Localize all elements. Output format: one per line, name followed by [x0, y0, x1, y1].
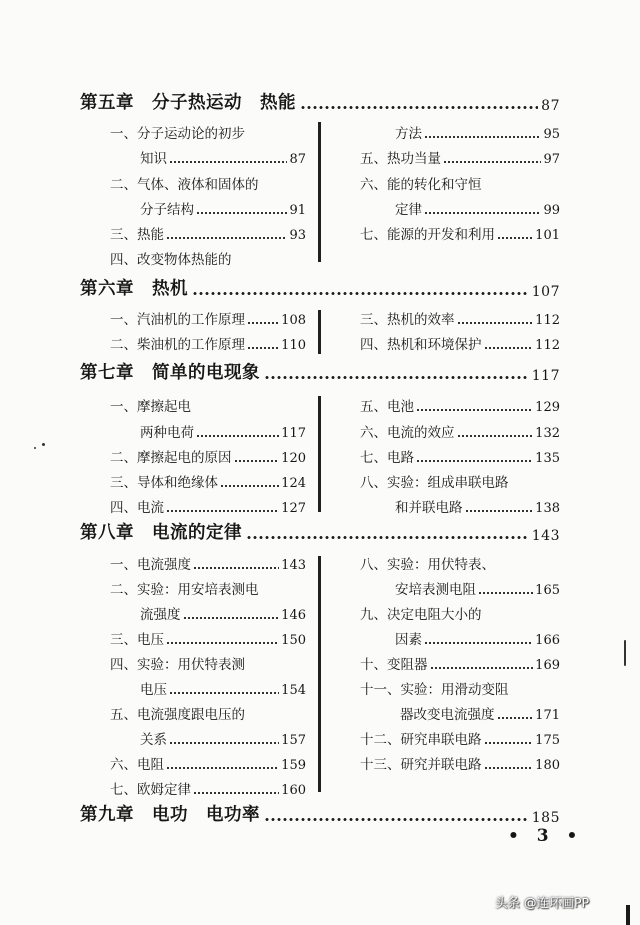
entry-page: 110	[281, 338, 306, 353]
entry-text: 十二、研究串联电路	[360, 732, 482, 748]
scan-speck	[42, 443, 45, 446]
entry-page: 97	[543, 152, 560, 167]
leader-dots	[183, 617, 280, 619]
entry-page: 93	[289, 228, 306, 243]
leader-dots	[497, 717, 534, 719]
leader-dots	[424, 136, 541, 138]
toc-entry[interactable]	[110, 171, 306, 193]
leader-dots	[300, 106, 538, 109]
entry-page: 138	[535, 501, 560, 516]
page-number: • 3 •	[508, 826, 584, 846]
chapter-title: 第七章 简单的电现象	[80, 363, 260, 383]
entry-text: 八、实验：用伏特表、	[360, 557, 495, 573]
leader-dots	[192, 292, 529, 295]
entry-text: 五、电池	[360, 399, 414, 415]
toc-entry[interactable]	[110, 626, 306, 648]
chapter-title: 第六章 热机	[80, 279, 188, 299]
leader-dots	[484, 742, 534, 744]
leader-dots	[264, 376, 529, 379]
leader-dots	[484, 347, 534, 349]
leader-dots	[166, 510, 279, 512]
leader-dots	[246, 536, 529, 539]
toc-entry[interactable]	[140, 196, 306, 218]
toc-entry[interactable]	[110, 306, 306, 328]
toc-entry[interactable]	[360, 551, 560, 573]
leader-dots	[484, 767, 534, 769]
entry-page: 99	[543, 203, 560, 218]
entry-text: 和并联电路	[395, 500, 463, 516]
toc-entry[interactable]	[110, 551, 306, 573]
chapter-5-heading[interactable]	[80, 88, 560, 114]
toc-entry[interactable]	[360, 751, 560, 773]
toc-entry[interactable]	[110, 444, 306, 466]
toc-entry[interactable]	[360, 601, 560, 623]
entry-text: 五、电流强度跟电压的	[110, 707, 245, 723]
leader-dots	[220, 485, 279, 487]
entry-text: 二、气体、液体和固体的	[110, 177, 259, 193]
leader-dots	[424, 212, 541, 214]
toc-entry[interactable]	[110, 776, 306, 798]
leader-dots	[416, 409, 533, 411]
entry-text: 定律	[395, 202, 422, 218]
entry-text: 流强度	[140, 607, 181, 623]
column-divider	[318, 122, 321, 262]
toc-entry[interactable]	[395, 196, 560, 218]
toc-entry[interactable]	[360, 393, 560, 415]
watermark: 头条 @连环画PP	[495, 895, 590, 910]
entry-text: 三、电压	[110, 632, 164, 648]
entry-text: 安培表测电阻	[395, 582, 476, 598]
leader-dots	[457, 322, 534, 324]
entry-text: 六、能的转化和守恒	[360, 177, 482, 193]
toc-entry[interactable]	[360, 444, 560, 466]
entry-text: 分子结构	[140, 202, 194, 218]
toc-entry[interactable]	[395, 120, 560, 142]
entry-text: 六、电流的效应	[360, 425, 455, 441]
entry-page: 135	[535, 451, 560, 466]
toc-entry[interactable]	[110, 494, 306, 516]
entry-text: 十、变阻器	[360, 657, 428, 673]
entry-page: 112	[535, 313, 560, 328]
entry-page: 146	[281, 608, 306, 623]
toc-entry[interactable]	[140, 145, 306, 167]
entry-page: 95	[543, 127, 560, 142]
toc-entry[interactable]	[110, 751, 306, 773]
leader-dots	[247, 322, 279, 324]
leader-dots	[169, 161, 287, 163]
chapter-title: 第九章 电功 电功率	[80, 805, 260, 825]
entry-page: 175	[535, 733, 560, 748]
leader-dots	[196, 212, 287, 214]
entry-text: 六、电阻	[110, 757, 164, 773]
chapter-page: 87	[541, 98, 560, 114]
entry-text: 九、决定电阻大小的	[360, 607, 482, 623]
entry-text: 十三、研究并联电路	[360, 757, 482, 773]
entry-text: 四、热机和环境保护	[360, 337, 482, 353]
entry-page: 160	[281, 783, 306, 798]
scan-mark	[624, 640, 626, 666]
entry-text: 七、能源的开发和利用	[360, 227, 495, 243]
toc-entry[interactable]	[110, 651, 306, 673]
entry-text: 四、改变物体热能的	[110, 252, 232, 268]
leader-dots	[497, 237, 533, 239]
chapter-page: 107	[531, 284, 560, 300]
leader-dots	[166, 237, 287, 239]
leader-dots	[166, 642, 279, 644]
leader-dots	[443, 161, 541, 163]
entry-page: 101	[535, 228, 560, 243]
entry-page: 132	[535, 426, 560, 441]
entry-text: 器改变电流强度	[400, 707, 495, 723]
leader-dots	[234, 460, 280, 462]
entry-page: 171	[535, 708, 560, 723]
toc-entry[interactable]	[140, 726, 306, 748]
entry-text: 三、热机的效率	[360, 312, 455, 328]
toc-entry[interactable]	[110, 246, 306, 268]
chapter-page: 143	[531, 528, 560, 544]
column-divider	[318, 556, 321, 792]
toc-entry[interactable]	[110, 701, 306, 723]
entry-page: 127	[281, 501, 306, 516]
entry-text: 一、分子运动论的初步	[110, 126, 245, 142]
entry-text: 三、热能	[110, 227, 164, 243]
chapter-9-heading[interactable]	[80, 800, 560, 826]
chapter-7-heading[interactable]	[80, 358, 560, 384]
chapter-8-heading[interactable]	[80, 518, 560, 544]
entry-text: 二、摩擦起电的原因	[110, 450, 232, 466]
entry-page: 180	[535, 758, 560, 773]
entry-text: 关系	[140, 732, 167, 748]
entry-text: 八、实验：组成串联电路	[360, 475, 509, 491]
toc-entry[interactable]	[360, 419, 560, 441]
leader-dots	[193, 792, 279, 794]
leader-dots	[478, 592, 533, 594]
toc-entry[interactable]	[360, 331, 560, 353]
entry-page: 150	[281, 633, 306, 648]
leader-dots	[430, 667, 534, 669]
toc-entry[interactable]	[395, 626, 560, 648]
entry-text: 十一、实验：用滑动变阻	[360, 682, 509, 698]
toc-entry[interactable]	[360, 469, 560, 491]
leader-dots	[166, 767, 279, 769]
chapter-title: 第八章 电流的定律	[80, 523, 242, 543]
toc-entry[interactable]	[110, 221, 306, 243]
entry-text: 一、摩擦起电	[110, 399, 191, 415]
leader-dots	[169, 742, 279, 744]
entry-page: 91	[289, 203, 306, 218]
entry-text: 四、电流	[110, 500, 164, 516]
entry-text: 四、实验：用伏特表测	[110, 657, 245, 673]
toc-entry[interactable]	[360, 651, 560, 673]
toc-entry[interactable]	[110, 576, 306, 598]
toc-entry[interactable]	[140, 419, 306, 441]
leader-dots	[247, 347, 279, 349]
entry-page: 143	[281, 558, 306, 573]
leader-dots	[424, 642, 533, 644]
entry-text: 二、柴油机的工作原理	[110, 337, 245, 353]
toc-entry[interactable]	[360, 171, 560, 193]
toc-entry[interactable]	[360, 676, 560, 698]
entry-text: 知识	[140, 151, 167, 167]
leader-dots	[264, 818, 529, 821]
entry-text: 一、汽油机的工作原理	[110, 312, 245, 328]
toc-entry[interactable]	[110, 331, 306, 353]
leader-dots	[196, 435, 279, 437]
chapter-title: 第五章 分子热运动 热能	[80, 93, 296, 113]
entry-page: 157	[281, 733, 306, 748]
entry-page: 120	[281, 451, 306, 466]
page-edge-mark	[626, 905, 630, 925]
toc-entry[interactable]	[360, 726, 560, 748]
chapter-page: 185	[531, 810, 560, 826]
entry-text: 七、欧姆定律	[110, 782, 191, 798]
leader-dots	[416, 460, 533, 462]
leader-dots	[465, 510, 534, 512]
toc-entry[interactable]	[140, 601, 306, 623]
toc-entry[interactable]	[360, 145, 560, 167]
entry-page: 159	[281, 758, 306, 773]
entry-page: 165	[535, 583, 560, 598]
toc-entry[interactable]	[110, 120, 306, 142]
leader-dots	[193, 567, 279, 569]
entry-page: 87	[289, 152, 306, 167]
column-divider	[318, 310, 321, 354]
toc-entry[interactable]	[395, 494, 560, 516]
entry-page: 108	[281, 313, 306, 328]
entry-text: 两种电荷	[140, 425, 194, 441]
entry-text: 因素	[395, 632, 422, 648]
entry-text: 一、电流强度	[110, 557, 191, 573]
entry-text: 七、电路	[360, 450, 414, 466]
entry-page: 124	[281, 476, 306, 491]
entry-page: 166	[535, 633, 560, 648]
toc-entry[interactable]	[400, 701, 560, 723]
entry-page: 129	[535, 400, 560, 415]
toc-entry[interactable]	[110, 469, 306, 491]
entry-page: 169	[535, 658, 560, 673]
toc-entry[interactable]	[360, 306, 560, 328]
entry-page: 117	[281, 426, 306, 441]
leader-dots	[169, 692, 279, 694]
scan-speck	[34, 447, 36, 449]
entry-text: 电压	[140, 682, 167, 698]
chapter-page: 117	[531, 368, 560, 384]
toc-entry[interactable]	[110, 393, 306, 415]
leader-dots	[457, 435, 534, 437]
toc-entry[interactable]	[360, 221, 560, 243]
entry-page: 154	[281, 683, 306, 698]
entry-text: 二、实验：用安培表测电	[110, 582, 259, 598]
toc-entry[interactable]	[140, 676, 306, 698]
entry-text: 三、导体和绝缘体	[110, 475, 218, 491]
column-divider	[318, 396, 321, 512]
entry-text: 五、热功当量	[360, 151, 441, 167]
entry-text: 方法	[395, 126, 422, 142]
toc-entry[interactable]	[395, 576, 560, 598]
entry-page: 112	[535, 338, 560, 353]
chapter-6-heading[interactable]	[80, 274, 560, 300]
